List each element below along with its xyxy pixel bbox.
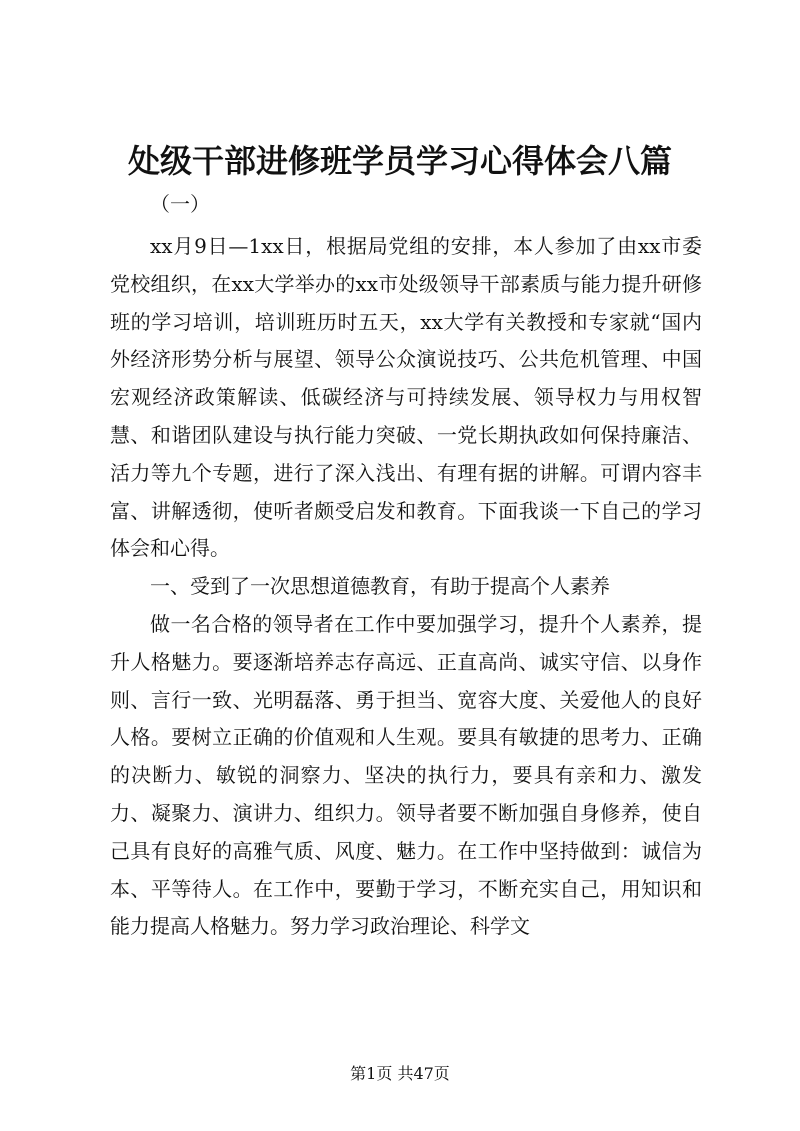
paragraph-heading-one: 一、受到了一次思想道德教育，有助于提高个人素养 xyxy=(150,574,610,599)
document-title: 处级干部进修班学员学习心得体会八篇 xyxy=(127,142,672,180)
page-footer: 第1页 共47页 xyxy=(350,1064,450,1083)
paragraph-leadership: 做一名合格的领导者在工作中要加强学习，提升个人素养，提升人格魅力。要逐渐培养志存高远、正直高尚、诚实守信、以身作则、言行一致、光明磊落、勇于担当、宽容大度、关爱他人的良好人格。要树立正确的价值观和人生观。要具有敏捷的思考力、正确的决断力、敏锐的洞察力、坚决的执行力，要具有亲和力、激发力、凝聚力、演讲力、组织力。领导者要不断加强自身修养，使自己具有良好的高雅气质、风度、魅力。在工作中坚持做到：诚信为本、平等待人。在工作中，要勤于学习，不断充实自己，用知识和能力提高人格魅力。努力学习政治理论、科学文 xyxy=(110,611,702,939)
section-number: （一） xyxy=(150,192,210,216)
paragraph-intro: xx月9日—1xx日，根据局党组的安排，本人参加了由xx市委党校组织，在xx大学举办的xx市处级领导干部素质与能力提升研修班的学习培训，培训班历时五天，xx大学有关教授和专家就“国内外经济形势分析与展望、领导公众演说技巧、公共危机管理、中国宏观经济政策解读、低碳经济与可持续发展、领导权力与用权智慧、和谐团队建设与执行能力突破、一党长期执政如何保持廉洁、活力等九个专题，进行了深入浅出、有理有据的讲解。可谓内容丰富、讲解透彻，使听者颇受启发和教育。下面我谈一下自己的学习体会和心得。 xyxy=(110,234,702,561)
document-body xyxy=(110,228,702,946)
